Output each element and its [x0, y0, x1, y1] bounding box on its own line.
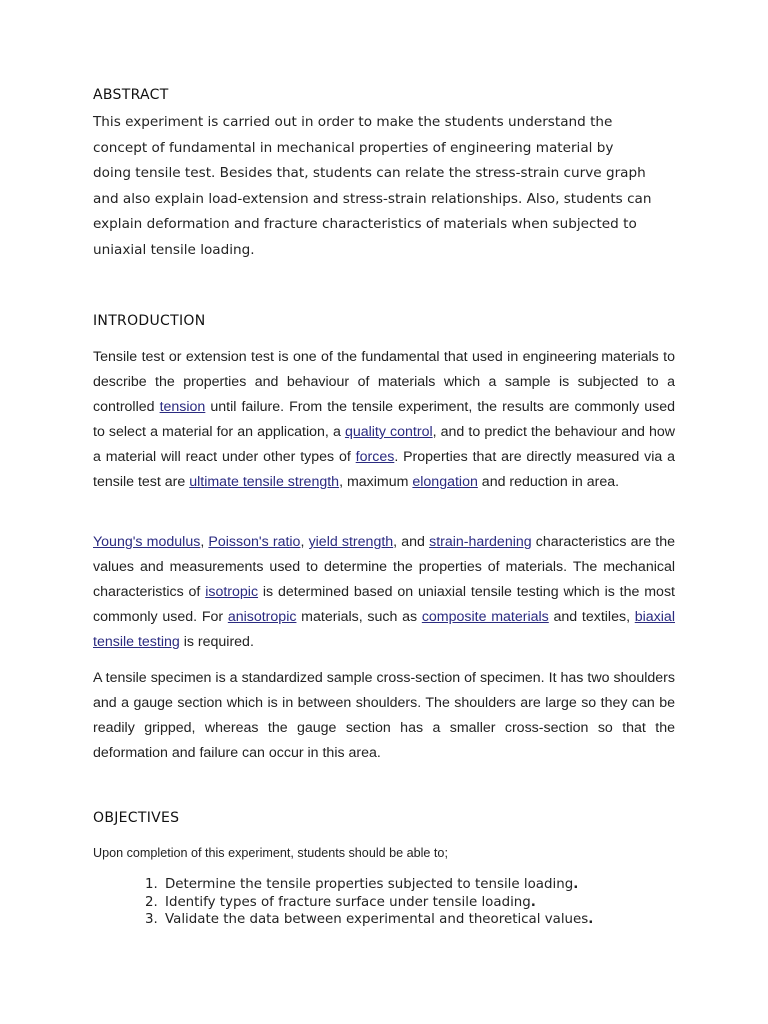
- intro-paragraph-1: [93, 345, 675, 495]
- objective-period: .: [530, 894, 536, 910]
- objectives-heading: OBJECTIVES: [93, 810, 180, 826]
- wiki-link[interactable]: elongation: [412, 474, 478, 490]
- introduction-heading: INTRODUCTION: [93, 313, 206, 329]
- paragraph-text: ,: [200, 534, 209, 550]
- objective-text: Validate the data between experimental and theoretical values: [165, 912, 589, 928]
- objective-text: Identify types of fracture surface under tensile loading: [165, 894, 531, 910]
- wiki-link[interactable]: anisotropic: [227, 609, 297, 625]
- wiki-link[interactable]: tension: [159, 399, 206, 415]
- objective-item: [162, 911, 593, 929]
- wiki-link[interactable]: ultimate tensile strength: [189, 474, 340, 490]
- paragraph-text: materials, such as: [296, 609, 422, 625]
- paragraph-text: Tensile test or extension test is one of the fundamental that used in engineering materials to describe the properties and behaviour of materials which a sample is subjected to a controlled: [93, 349, 675, 415]
- wiki-link[interactable]: Young's modulus: [93, 534, 201, 550]
- wiki-link[interactable]: biaxial tensile testing: [93, 609, 675, 650]
- wiki-link[interactable]: composite materials: [421, 609, 549, 625]
- intro-paragraph-3: [93, 666, 675, 766]
- wiki-link[interactable]: Poisson's ratio: [208, 534, 301, 550]
- objective-text: Determine the tensile properties subjected to tensile loading: [165, 877, 574, 892]
- wiki-link[interactable]: strain-hardening: [429, 534, 532, 550]
- objectives-list: [93, 876, 593, 929]
- paragraph-text: , and: [393, 534, 430, 550]
- objective-item: [162, 894, 593, 912]
- abstract-heading: ABSTRACT: [93, 87, 169, 103]
- paragraph-text: until failure. From the tensile experiment, the results are commonly used to select a material for an application, a: [93, 399, 675, 440]
- paragraph-text: A tensile specimen is a standardized sample cross-section of specimen. It has two shoulders and a gauge section which is in between shoulders. The shoulders are large so they can be readily gripped, whereas the gauge section has a smaller cross-section so that the deformation and failure can occur in this area.: [93, 670, 675, 761]
- paragraph-text: and reduction in area.: [477, 474, 620, 490]
- paragraph-text: ,: [300, 534, 309, 550]
- abstract-text: This experiment is carried out in order to make the students understand the concept of fundamental in mechanical properties of engineering material by doing tensile test. Besides that, students can relate the stress-strain curve graph and also explain load-extension and stress-strain relationships. Also, students can explain deformation and fracture characteristics of materials when subjected to uniaxial tensile loading.: [93, 114, 652, 258]
- paragraph-text: is determined based on uniaxial tensile testing which is the most commonly used. For: [93, 584, 675, 625]
- paragraph-text: . Properties that are directly measured via a tensile test are: [93, 449, 676, 490]
- wiki-link[interactable]: isotropic: [205, 584, 259, 600]
- paragraph-text: , maximum: [339, 474, 413, 490]
- intro-paragraph-2: [93, 530, 675, 655]
- objective-period: .: [588, 912, 594, 928]
- wiki-link[interactable]: forces: [355, 449, 395, 465]
- paragraph-text: and textiles,: [548, 609, 635, 625]
- objective-item: [162, 876, 593, 894]
- paragraph-text: is required.: [179, 634, 254, 650]
- paragraph-text: , and to predict the behaviour and how a material will react under other types of: [93, 424, 675, 465]
- wiki-link[interactable]: quality control: [344, 424, 433, 440]
- paragraph-text: characteristics are the values and measurements used to determine the properties of materials. The mechanical characteristics of: [93, 534, 676, 600]
- objective-period: .: [573, 877, 579, 892]
- objectives-intro: Upon completion of this experiment, students should be able to;: [93, 846, 448, 860]
- wiki-link[interactable]: yield strength: [308, 534, 394, 550]
